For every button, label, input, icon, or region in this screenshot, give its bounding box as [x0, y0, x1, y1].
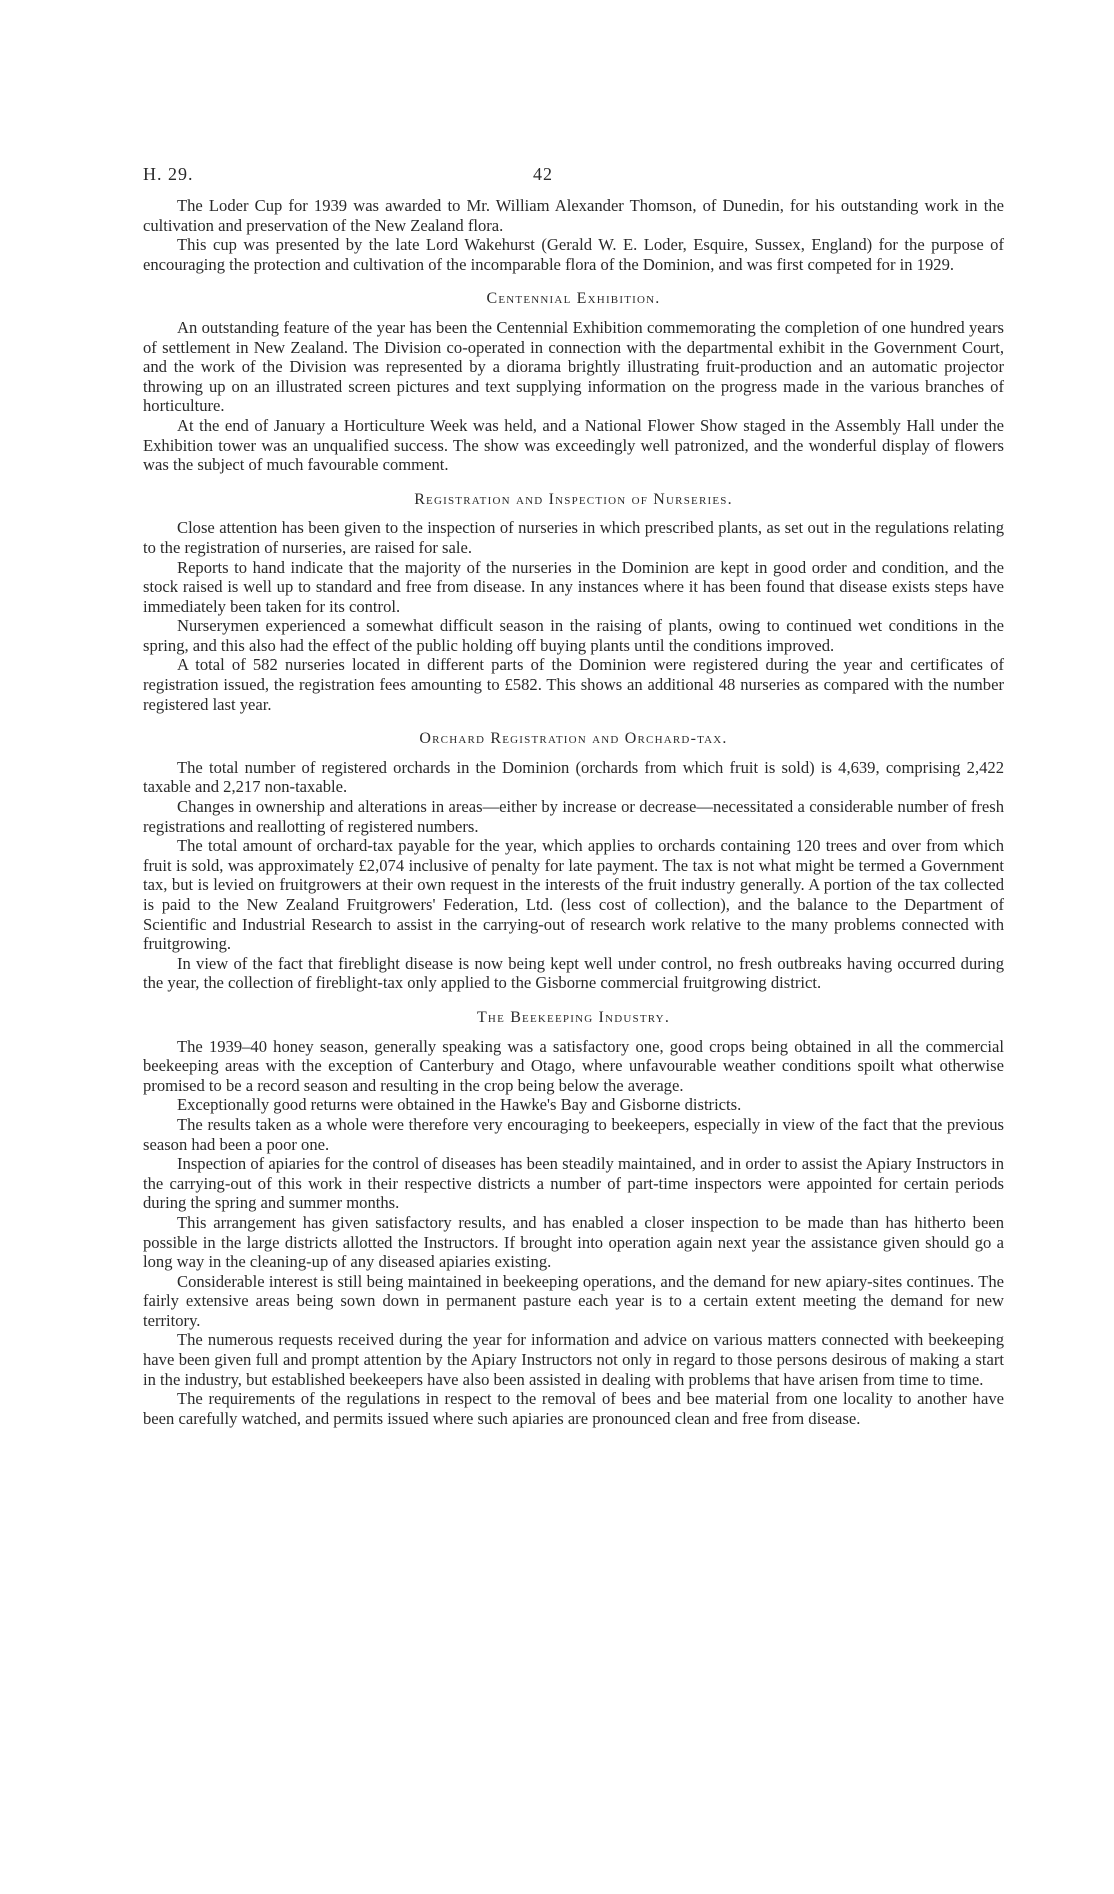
paragraph: Changes in ownership and alterations in areas—either by increase or decrease—necessitated a considerable number of fresh registrations and reallotting of registered numbers. — [143, 797, 1004, 836]
paragraph: An outstanding feature of the year has been the Centennial Exhibition commemorating the completion of one hundred years of settlement in New Zealand. The Division co-operated in connection with the departmental exhibit in the Government Court, and the work of the Division was represented by a diorama brightly illustrating fruit-production and an automatic projector throwing up on an illustrated screen pictures and text supplying information on the progress made in the various branches of horticulture. — [143, 317, 1004, 416]
paragraph: This arrangement has given satisfactory results, and has enabled a closer inspection to be made than has hitherto been possible in the large districts allotted the Instructors. If brought into operation again next year the assistance given should go a long way in the cleaning-up of any diseased apiaries existing. — [143, 1212, 1004, 1272]
section-beekeeping — [143, 1008, 1004, 1428]
paragraph: Close attention has been given to the inspection of nurseries in which prescribed plants, as set out in the regulations relating to the registration of nurseries, are raised for sale. — [143, 518, 1004, 557]
paragraph: Nurserymen experienced a somewhat difficult season in the raising of plants, owing to continued wet conditions in the spring, and this also had the effect of the public holding off buying plants until the conditions improved. — [143, 616, 1004, 655]
page-body — [143, 196, 1004, 1428]
paragraph: This cup was presented by the late Lord Wakehurst (Gerald W. E. Loder, Esquire, Sussex, England) for the purpose of encouraging the protection and cultivation of the incomparable flora of the Dominion, and was first competed for in 1929. — [143, 235, 1004, 274]
paragraph: The Loder Cup for 1939 was awarded to Mr. William Alexander Thomson, of Dunedin, for his outstanding work in the cultivation and preservation of the New Zealand flora. — [143, 196, 1004, 235]
section-heading: Registration and Inspection of Nurseries. — [414, 490, 733, 508]
paragraph: The 1939–40 honey season, generally speaking was a satisfactory one, good crops being obtained in all the commercial beekeeping areas with the exception of Canterbury and Otago, where unfavourable weather conditions spoilt what otherwise promised to be a record season and resulting in the crop being below the average. — [143, 1036, 1004, 1095]
paragraph: Inspection of apiaries for the control of diseases has been steadily maintained, and in order to assist the Apiary Instructors in the carrying-out of this work in their respective districts a number of part-time inspectors were appointed for certain periods during the spring and summer months. — [143, 1154, 1004, 1213]
section-heading: The Beekeeping Industry. — [476, 1008, 671, 1026]
section-loder-cup — [143, 196, 1004, 274]
section-orchard-registration — [143, 729, 1004, 993]
paragraph: Exceptionally good returns were obtained in the Hawke's Bay and Gisborne districts. — [177, 1095, 742, 1115]
paragraph: The requirements of the regulations in respect to the removal of bees and bee material from one locality to another have been carefully watched, and permits issued where such apiaries are pronounced clean and free from disease. — [143, 1389, 1004, 1428]
page-header — [143, 164, 1003, 188]
paragraph: At the end of January a Horticulture Week was held, and a National Flower Show staged in the Assembly Hall under the Exhibition tower was an unqualified success. The show was exceedingly well patronized, and the wonderful display of flowers was the subject of much favourable comment. — [143, 415, 1004, 475]
section-nurseries — [143, 490, 1004, 715]
paragraph: The results taken as a whole were therefore very encouraging to beekeepers, especially in view of the fact that the previous season had been a poor one. — [143, 1114, 1004, 1154]
paragraph: The numerous requests received during the year for information and advice on various matters connected with beekeeping have been given full and prompt attention by the Apiary Instructors not only in regard to those persons desirous of making a start in the industry, but established beekeepers have also been assisted in dealing with problems that have arisen from time to time. — [143, 1330, 1004, 1389]
paragraph: The total number of registered orchards in the Dominion (orchards from which fruit is sold) is 4,639, comprising 2,422 taxable and 2,217 non-taxable. — [143, 757, 1004, 797]
paragraph: Considerable interest is still being maintained in beekeeping operations, and the demand for new apiary-sites continues. The fairly extensive areas being sown down in permanent pasture each year is to a certain extent meeting the demand for new territory. — [143, 1271, 1004, 1330]
paragraph: Reports to hand indicate that the majority of the nurseries in the Dominion are kept in good order and condition, and the stock raised is well up to standard and free from disease. In any instances where it has been found that disease exists steps have immediately been taken for its control. — [143, 557, 1004, 616]
section-heading: Orchard Registration and Orchard-tax. — [419, 730, 728, 748]
paragraph: In view of the fact that fireblight disease is now being kept well under control, no fresh outbreaks having occurred during the year, the collection of fireblight-tax only applied to the Gisborne commercial fruitgrowing district. — [143, 953, 1004, 993]
paragraph: A total of 582 nurseries located in different parts of the Dominion were registered during the year and certificates of registration issued, the registration fees amounting to £582. This shows an additional 48 nurseries as compared with the number registered last year. — [143, 655, 1004, 714]
section-heading: Centennial Exhibition. — [486, 290, 661, 308]
page-number: 42 — [533, 164, 553, 184]
section-centennial-exhibition — [143, 289, 1004, 474]
paragraph: The total amount of orchard-tax payable for the year, which applies to orchards containing 120 trees and over from which fruit is sold, was approximately £2,074 inclusive of penalty for late payment. The tax is not what might be termed a Government tax, but is levied on fruitgrowers at their own request in the interests of the fruit industry generally. A portion of the tax collected is paid to the New Zealand Fruitgrowers' Federation, Ltd. (less cost of collection), and the balance to the Department of Scientific and Industrial Research to assist in the carrying-out of research work relative to the many problems connected with fruitgrowing. — [143, 836, 1004, 954]
report-reference: H. 29. — [143, 164, 194, 184]
